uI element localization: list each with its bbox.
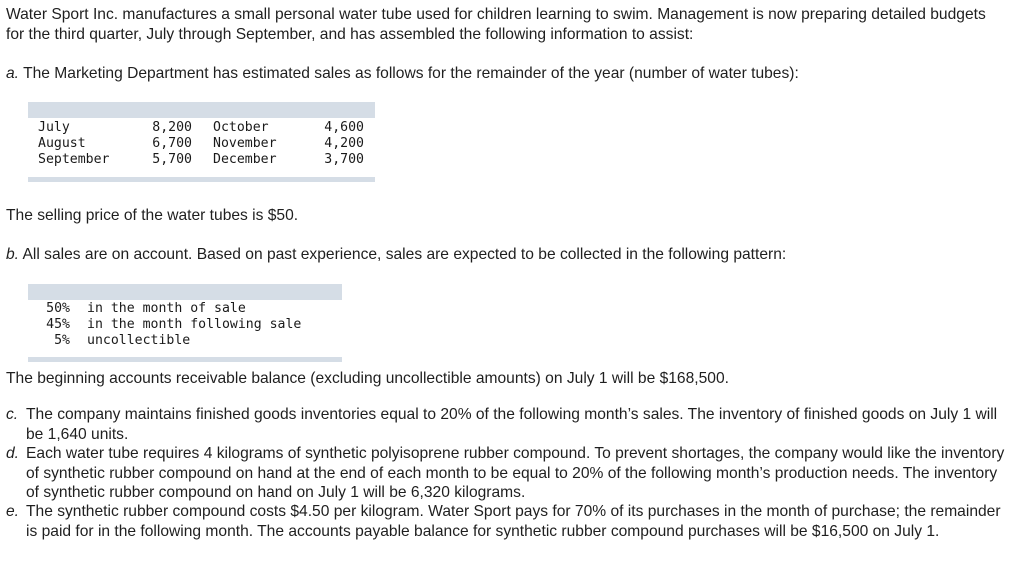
sales-units-october: 4,600 — [324, 120, 364, 135]
sales-month-december: December — [213, 152, 277, 167]
item-c-marker: c. — [6, 406, 19, 423]
sales-month-september: September — [38, 152, 110, 167]
item-d — [6, 444, 1006, 503]
sales-table-footer-bar — [28, 177, 375, 182]
item-c-text: The company maintains finished goods inventories equal to 20% of the following month’s sales. The inventory of finished goods on July 1 will be 1,640 units. — [26, 406, 998, 443]
sales-month-november: November — [213, 136, 277, 151]
item-c — [6, 405, 1006, 444]
sales-table — [28, 102, 375, 182]
collection-pct-1: 50% — [46, 301, 70, 316]
sales-units-september: 5,700 — [152, 152, 192, 167]
collection-pct-2: 45% — [46, 317, 70, 332]
item-a-text: The Marketing Department has estimated sales as follows for the remainder of the year (number of water tubes): — [23, 65, 799, 82]
sales-table-header-bar — [28, 102, 375, 118]
selling-price-text: The selling price of the water tubes is $50. — [6, 207, 299, 224]
collection-desc-1: in the month of sale — [87, 301, 246, 316]
sales-month-october: October — [213, 120, 269, 135]
item-d-marker: d. — [6, 445, 20, 462]
collection-table-header-bar — [28, 284, 342, 300]
sales-month-august: August — [38, 136, 86, 151]
item-b-marker: b. — [6, 246, 20, 263]
item-e-text: The synthetic rubber compound costs $4.50 per kilogram. Water Sport pays for 70% of its purchases in the month of purchase; the remainder is paid for in the following month. The accounts payable balance for synthetic rubber compound purchases will be $16,500 on July 1. — [26, 503, 1001, 540]
intro-paragraph: Water Sport Inc. manufactures a small personal water tube used for children learning to swim. Management is now preparing detailed budgets for the third quarter, July through September, and has assembled the following information to assist: — [6, 6, 986, 43]
sales-units-november: 4,200 — [324, 136, 364, 151]
item-e-marker: e. — [6, 503, 20, 520]
collection-table — [28, 284, 342, 362]
sales-units-december: 3,700 — [324, 152, 364, 167]
item-d-text: Each water tube requires 4 kilograms of synthetic polyisoprene rubber compound. To prevent shortages, the company would like the inventory of synthetic rubber compound on hand at the end of each month to be equal to 20% of the following month’s production needs. The inventory of synthetic rubber compound on hand on July 1 will be 6,320 kilograms. — [26, 445, 1005, 501]
collection-desc-3: uncollectible — [87, 333, 191, 348]
collection-pct-3: 5% — [54, 333, 70, 348]
item-a-marker: a. — [6, 65, 20, 82]
collection-desc-2: in the month following sale — [87, 317, 302, 332]
collection-table-footer-bar — [28, 357, 342, 362]
sales-units-july: 8,200 — [152, 120, 192, 135]
accounts-receivable-text: The beginning accounts receivable balance (excluding uncollectible amounts) on July 1 will be $168,500. — [6, 370, 729, 387]
item-a — [6, 64, 1006, 84]
item-b-text: All sales are on account. Based on past experience, sales are expected to be collected in the following pattern: — [22, 246, 787, 263]
sales-units-august: 6,700 — [152, 136, 192, 151]
item-b — [6, 245, 1006, 265]
sales-month-july: July — [38, 120, 70, 135]
item-e — [6, 502, 1006, 541]
